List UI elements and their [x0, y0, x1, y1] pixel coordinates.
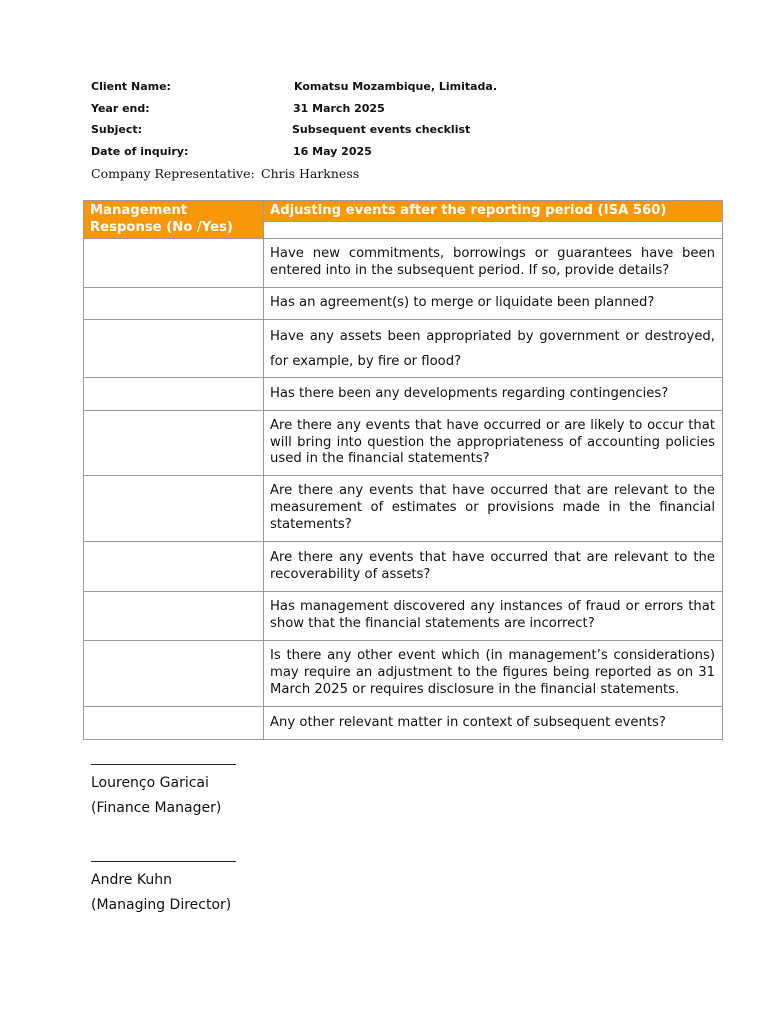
response-cell-8[interactable]: [84, 592, 264, 641]
question-cell-2: Has an agreement(s) to merge or liquidate been planned?: [264, 288, 723, 320]
document-header: [91, 80, 731, 190]
signature-line: [91, 861, 236, 862]
response-cell-4[interactable]: [84, 378, 264, 411]
table-header-row: [84, 201, 723, 222]
response-cell-6[interactable]: [84, 476, 264, 542]
question-cell-6: Are there any events that have occurred that are relevant to the measurement of estimates or provisions made in the financial statements?: [264, 476, 723, 542]
question-cell-4: Has there been any developments regarding contingencies?: [264, 378, 723, 411]
client-label: Client Name:: [91, 80, 171, 93]
table-row: [84, 288, 723, 320]
subject-value: Subsequent events checklist: [292, 123, 471, 136]
client-row: [91, 80, 731, 102]
signatory-name: Andre Kuhn: [91, 872, 172, 888]
date-row: [91, 145, 731, 167]
subsequent-events-table: [83, 200, 723, 740]
signatory-title: (Managing Director): [91, 896, 232, 913]
question-cell-3: Have any assets been appropriated by government or destroyed, for example, by fire or flood?: [264, 320, 723, 378]
adjusting-events-header: Adjusting events after the reporting period (ISA 560): [264, 201, 723, 222]
header-blank-cell: [264, 222, 723, 239]
response-cell-3[interactable]: [84, 320, 264, 378]
signatory-name: Lourenço Garicai: [91, 775, 209, 791]
table-row: [84, 592, 723, 641]
representative-label: Company Representative:: [91, 166, 255, 181]
table-row: [84, 707, 723, 740]
signatory-title: (Finance Manager): [91, 799, 222, 816]
signature-block-managing-director: [91, 861, 236, 917]
response-cell-5[interactable]: [84, 411, 264, 476]
table-row: [84, 476, 723, 542]
table-row: [84, 239, 723, 288]
response-cell-1[interactable]: [84, 239, 264, 288]
management-response-header: Management Response (No /Yes): [84, 201, 264, 239]
response-cell-9[interactable]: [84, 641, 264, 707]
question-cell-10: Any other relevant matter in context of subsequent events?: [264, 707, 723, 740]
client-value: Komatsu Mozambique, Limitada.: [294, 80, 498, 93]
response-cell-10[interactable]: [84, 707, 264, 740]
table-row: [84, 542, 723, 592]
subject-row: [91, 123, 731, 145]
question-cell-1: Have new commitments, borrowings or guarantees have been entered into in the subsequent period. If so, provide details?: [264, 239, 723, 288]
response-cell-7[interactable]: [84, 542, 264, 592]
year-end-value: 31 March 2025: [293, 101, 385, 115]
question-cell-7: Are there any events that have occurred that are relevant to the recoverability of assets?: [264, 542, 723, 592]
table-row: [84, 641, 723, 707]
table-row: [84, 411, 723, 476]
subject-label: Subject:: [91, 123, 143, 136]
date-value: 16 May 2025: [293, 144, 372, 158]
question-cell-9: Is there any other event which (in management’s considerations) may require an adjustment to the figures being reported as on 31 March 2025 or requires disclosure in the financial statements.: [264, 641, 723, 707]
signature-block-finance-manager: [91, 764, 236, 820]
table-row: [84, 378, 723, 411]
response-cell-2[interactable]: [84, 288, 264, 320]
question-cell-5: Are there any events that have occurred or are likely to occur that will bring into question the appropriateness of accounting policies used in the financial statements?: [264, 411, 723, 476]
year-end-row: [91, 102, 731, 124]
table-row: [84, 320, 723, 378]
signature-line: [91, 764, 236, 765]
year-end-label: Year end:: [91, 101, 150, 115]
question-cell-8: Has management discovered any instances of fraud or errors that show that the financial statements are incorrect?: [264, 592, 723, 641]
representative-row: [91, 166, 731, 190]
representative-value: Chris Harkness: [261, 166, 360, 181]
date-label: Date of inquiry:: [91, 144, 189, 158]
